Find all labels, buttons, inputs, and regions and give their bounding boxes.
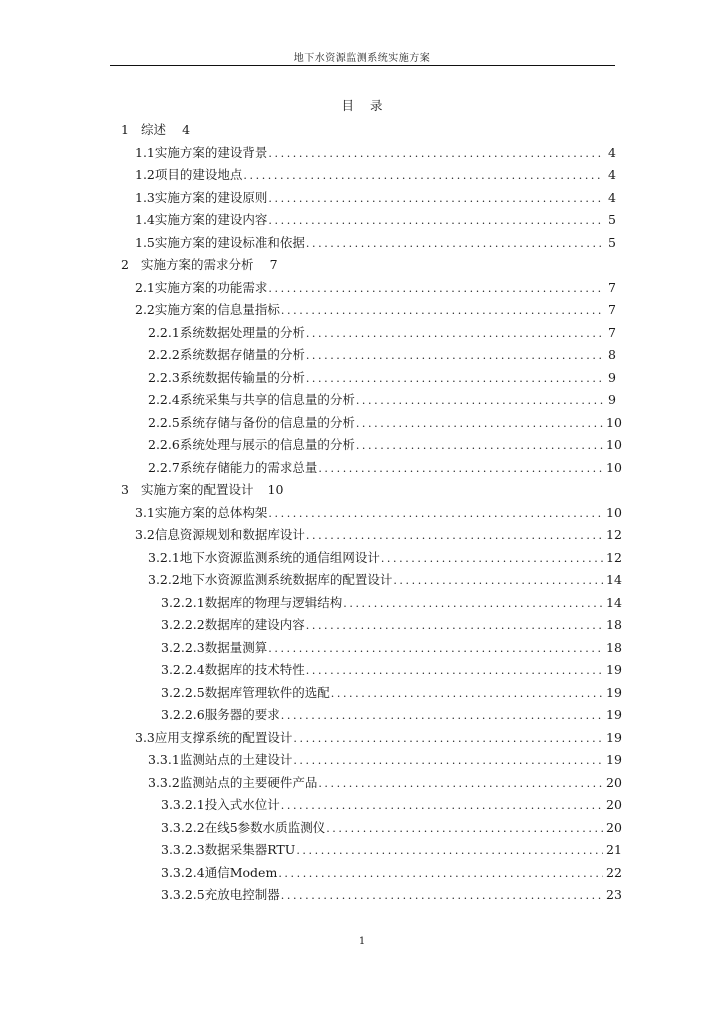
toc-entry-page: 14 xyxy=(606,594,622,610)
toc-entry-number: 3.3.2.3 xyxy=(161,842,205,857)
toc-entry-text: 系统存储能力的需求总量 xyxy=(179,459,318,475)
toc-entry[interactable] xyxy=(148,435,622,455)
toc-entry-text: 系统数据处理量的分析 xyxy=(179,324,305,340)
toc-entry-number: 2.2.7 xyxy=(148,459,180,475)
toc-dot-leader xyxy=(318,459,603,479)
toc-entry-text: 实施方案的信息量指标 xyxy=(154,302,280,317)
toc-entry-text: 系统存储与备份的信息量的分析 xyxy=(179,414,355,430)
toc-entry[interactable] xyxy=(121,255,278,275)
toc-entry-text: 实施方案的建设内容 xyxy=(154,212,268,227)
toc-title: 目 录 xyxy=(341,98,383,113)
toc-entry-page: 18 xyxy=(606,639,622,655)
toc-entry-number: 2.2.5 xyxy=(148,414,180,430)
toc-dot-leader xyxy=(268,189,603,209)
toc-entry-page: 21 xyxy=(606,842,622,857)
toc-entry-page: 7 xyxy=(608,279,616,295)
toc-entry-number: 3.3 xyxy=(135,729,155,745)
toc-entry-page: 10 xyxy=(606,459,622,475)
toc-entry-number: 2.2.4 xyxy=(148,392,180,407)
toc-entry-page: 7 xyxy=(608,302,616,317)
toc-dot-leader xyxy=(281,301,603,321)
toc-entry-text: 实施方案的总体构架 xyxy=(154,504,268,520)
toc-entry-page: 5 xyxy=(608,212,616,227)
toc-entry-text: 实施方案的建设背景 xyxy=(154,144,268,160)
toc-dot-leader xyxy=(293,751,603,771)
toc-entry[interactable] xyxy=(161,795,622,815)
toc-dot-leader xyxy=(306,346,603,366)
toc-entry-number: 1.2 xyxy=(135,167,155,182)
toc-dot-leader xyxy=(393,571,603,591)
toc-entry-page: 10 xyxy=(267,482,284,497)
toc-entry-number: 3 xyxy=(121,482,129,497)
toc-entry[interactable] xyxy=(135,278,616,298)
toc-entry-page: 14 xyxy=(606,572,622,587)
toc-dot-leader xyxy=(281,886,603,906)
toc-entry-text: 地下水资源监测系统的通信组网设计 xyxy=(179,549,380,565)
toc-entry-number: 3.2.2.5 xyxy=(161,684,205,700)
toc-entry[interactable] xyxy=(161,818,622,838)
toc-entry-text: 实施方案的功能需求 xyxy=(154,279,268,295)
toc-entry-text: 数据库的物理与逻辑结构 xyxy=(204,594,343,610)
toc-dot-leader xyxy=(306,616,603,636)
toc-entry-page: 4 xyxy=(182,122,191,137)
toc-entry[interactable] xyxy=(161,660,622,680)
toc-dot-leader xyxy=(356,414,603,434)
toc-entry-page: 9 xyxy=(608,369,616,385)
toc-entry-text: 在线5参数水质监测仪 xyxy=(204,819,326,835)
toc-entry[interactable] xyxy=(135,165,616,185)
toc-entry-text: 投入式水位计 xyxy=(204,797,280,812)
toc-entry-text: 系统数据传输量的分析 xyxy=(179,369,305,385)
toc-entry[interactable] xyxy=(135,188,616,208)
toc-dot-leader xyxy=(306,661,603,681)
toc-entry-text: 实施方案的需求分析 xyxy=(141,257,254,272)
toc-entry-page: 9 xyxy=(608,392,616,407)
toc-entry[interactable] xyxy=(135,210,616,230)
toc-entry-text: 信息资源规划和数据库设计 xyxy=(154,527,305,542)
toc-entry-number: 3.3.1 xyxy=(148,752,180,767)
toc-dot-leader xyxy=(281,796,603,816)
toc-entry[interactable] xyxy=(161,885,622,905)
toc-entry-page: 19 xyxy=(606,707,622,722)
toc-entry[interactable] xyxy=(135,503,622,523)
toc-entry[interactable] xyxy=(161,705,622,725)
toc-dot-leader xyxy=(356,391,603,411)
toc-entry-page: 19 xyxy=(606,752,622,767)
toc-entry-page: 4 xyxy=(608,189,616,205)
toc-entry[interactable] xyxy=(135,300,616,320)
header-rule xyxy=(110,65,615,66)
toc-entry-text: 应用支撑系统的配置设计 xyxy=(154,729,293,745)
toc-entry-number: 3.2.2.4 xyxy=(161,662,205,677)
toc-entry-page: 10 xyxy=(606,414,622,430)
toc-dot-leader xyxy=(278,864,603,884)
toc-entry-number: 1.1 xyxy=(135,144,155,160)
toc-entry-page: 18 xyxy=(606,617,622,632)
toc-entry-number: 3.2.2 xyxy=(148,572,180,587)
toc-entry-number: 2.2.3 xyxy=(148,369,180,385)
toc-entry[interactable] xyxy=(121,480,283,500)
toc-entry[interactable] xyxy=(161,683,622,703)
toc-entry-number: 1.4 xyxy=(135,212,155,227)
toc-entry-page: 20 xyxy=(606,797,622,812)
toc-entry-text: 实施方案的建设标准和依据 xyxy=(154,234,305,250)
toc-entry[interactable] xyxy=(135,143,616,163)
toc-entry-text: 数据库管理软件的选配 xyxy=(204,684,330,700)
page-number: 1 xyxy=(358,936,366,947)
toc-entry-text: 通信Modem xyxy=(204,864,278,880)
toc-entry[interactable] xyxy=(161,593,622,613)
toc-entry[interactable] xyxy=(148,570,622,590)
toc-entry-page: 4 xyxy=(608,144,616,160)
toc-entry[interactable] xyxy=(135,728,622,748)
toc-entry-number: 2.2.1 xyxy=(148,324,180,340)
toc-entry-text: 实施方案的配置设计 xyxy=(141,482,254,497)
toc-entry-number: 3.3.2 xyxy=(148,774,180,790)
toc-entry[interactable] xyxy=(148,413,622,433)
toc-entry-text: 充放电控制器 xyxy=(204,887,280,902)
toc-entry-number: 1 xyxy=(121,122,129,137)
toc-entry[interactable] xyxy=(148,345,616,365)
toc-entry-number: 2.2.6 xyxy=(148,437,180,452)
toc-entry-text: 数据采集器RTU xyxy=(204,842,296,857)
toc-entry-page: 23 xyxy=(606,887,622,902)
toc-entry-text: 数据库的技术特性 xyxy=(204,662,305,677)
toc-dot-leader xyxy=(318,774,603,794)
toc-entry-number: 3.2.2.2 xyxy=(161,617,205,632)
toc-entry[interactable] xyxy=(148,323,616,343)
toc-entry-text: 地下水资源监测系统数据库的配置设计 xyxy=(179,572,393,587)
toc-entry-number: 1.5 xyxy=(135,234,155,250)
toc-entry-text: 监测站点的土建设计 xyxy=(179,752,293,767)
toc-dot-leader xyxy=(268,279,603,299)
toc-dot-leader xyxy=(243,166,603,186)
toc-dot-leader xyxy=(331,684,603,704)
toc-dot-leader xyxy=(306,369,603,389)
toc-dot-leader xyxy=(293,729,603,749)
toc-entry-text: 实施方案的建设原则 xyxy=(154,189,268,205)
toc-entry-page: 12 xyxy=(606,549,622,565)
toc-entry-number: 3.3.2.5 xyxy=(161,887,205,902)
toc-dot-leader xyxy=(268,504,603,524)
toc-entry-number: 2 xyxy=(121,257,129,272)
toc-entry-number: 3.3.2.1 xyxy=(161,797,205,812)
toc-entry-text: 系统处理与展示的信息量的分析 xyxy=(179,437,355,452)
toc-entry-number: 3.3.2.2 xyxy=(161,819,205,835)
toc-dot-leader xyxy=(281,706,603,726)
toc-entry-text: 项目的建设地点 xyxy=(154,167,243,182)
toc-entry-text: 服务器的要求 xyxy=(204,707,280,722)
toc-dot-leader xyxy=(306,234,603,254)
toc-entry[interactable] xyxy=(161,638,622,658)
toc-entry-number: 1.3 xyxy=(135,189,155,205)
toc-entry[interactable] xyxy=(148,458,622,478)
toc-entry-page: 19 xyxy=(606,684,622,700)
toc-entry-page: 10 xyxy=(606,504,622,520)
toc-entry-page: 7 xyxy=(608,324,616,340)
running-header: 地下水资源监测系统实施方案 xyxy=(293,53,431,64)
toc-entry-number: 3.2.2.3 xyxy=(161,639,205,655)
toc-entry-number: 3.2 xyxy=(135,527,155,542)
toc-entry-text: 系统采集与共享的信息量的分析 xyxy=(179,392,355,407)
toc-entry-page: 20 xyxy=(606,819,622,835)
toc-entry-text: 系统数据存储量的分析 xyxy=(179,347,305,362)
toc-entry-number: 3.3.2.4 xyxy=(161,864,205,880)
toc-entry-page: 10 xyxy=(606,437,622,452)
toc-dot-leader xyxy=(296,841,603,861)
toc-entry-text: 监测站点的主要硬件产品 xyxy=(179,774,318,790)
toc-entry-number: 2.1 xyxy=(135,279,155,295)
toc-entry-number: 3.2.2.6 xyxy=(161,707,205,722)
toc-entry[interactable] xyxy=(135,525,622,545)
toc-entry[interactable] xyxy=(161,863,622,883)
toc-dot-leader xyxy=(268,211,603,231)
toc-dot-leader xyxy=(268,639,603,659)
toc-entry[interactable] xyxy=(148,390,616,410)
toc-entry-number: 3.2.2.1 xyxy=(161,594,205,610)
toc-entry-number: 3.2.1 xyxy=(148,549,180,565)
toc-entry-number: 2.2 xyxy=(135,302,155,317)
toc-entry[interactable] xyxy=(161,615,622,635)
toc-entry-page: 4 xyxy=(608,167,616,182)
toc-entry-number: 2.2.2 xyxy=(148,347,180,362)
toc-entry-page: 22 xyxy=(606,864,622,880)
toc-entry-page: 19 xyxy=(606,729,622,745)
toc-entry[interactable] xyxy=(135,233,616,253)
toc-dot-leader xyxy=(268,144,603,164)
toc-entry-page: 5 xyxy=(608,234,616,250)
toc-entry-page: 7 xyxy=(269,257,278,272)
toc-entry[interactable] xyxy=(148,368,616,388)
toc-dot-leader xyxy=(381,549,603,569)
toc-entry-text: 综述 xyxy=(141,122,167,137)
toc-dot-leader xyxy=(306,324,603,344)
toc-entry-number: 3.1 xyxy=(135,504,155,520)
toc-dot-leader xyxy=(306,526,603,546)
toc-entry[interactable] xyxy=(148,773,622,793)
toc-entry[interactable] xyxy=(148,750,622,770)
toc-entry-text: 数据库的建设内容 xyxy=(204,617,305,632)
toc-entry-page: 20 xyxy=(606,774,622,790)
toc-entry[interactable] xyxy=(161,840,622,860)
toc-entry[interactable] xyxy=(121,120,190,140)
toc-dot-leader xyxy=(326,819,603,839)
toc-dot-leader xyxy=(356,436,603,456)
toc-entry-page: 12 xyxy=(606,527,622,542)
toc-dot-leader xyxy=(343,594,603,614)
toc-entry-page: 8 xyxy=(608,347,616,362)
toc-entry[interactable] xyxy=(148,548,622,568)
toc-entry-page: 19 xyxy=(606,662,622,677)
toc-entry-text: 数据量测算 xyxy=(204,639,268,655)
